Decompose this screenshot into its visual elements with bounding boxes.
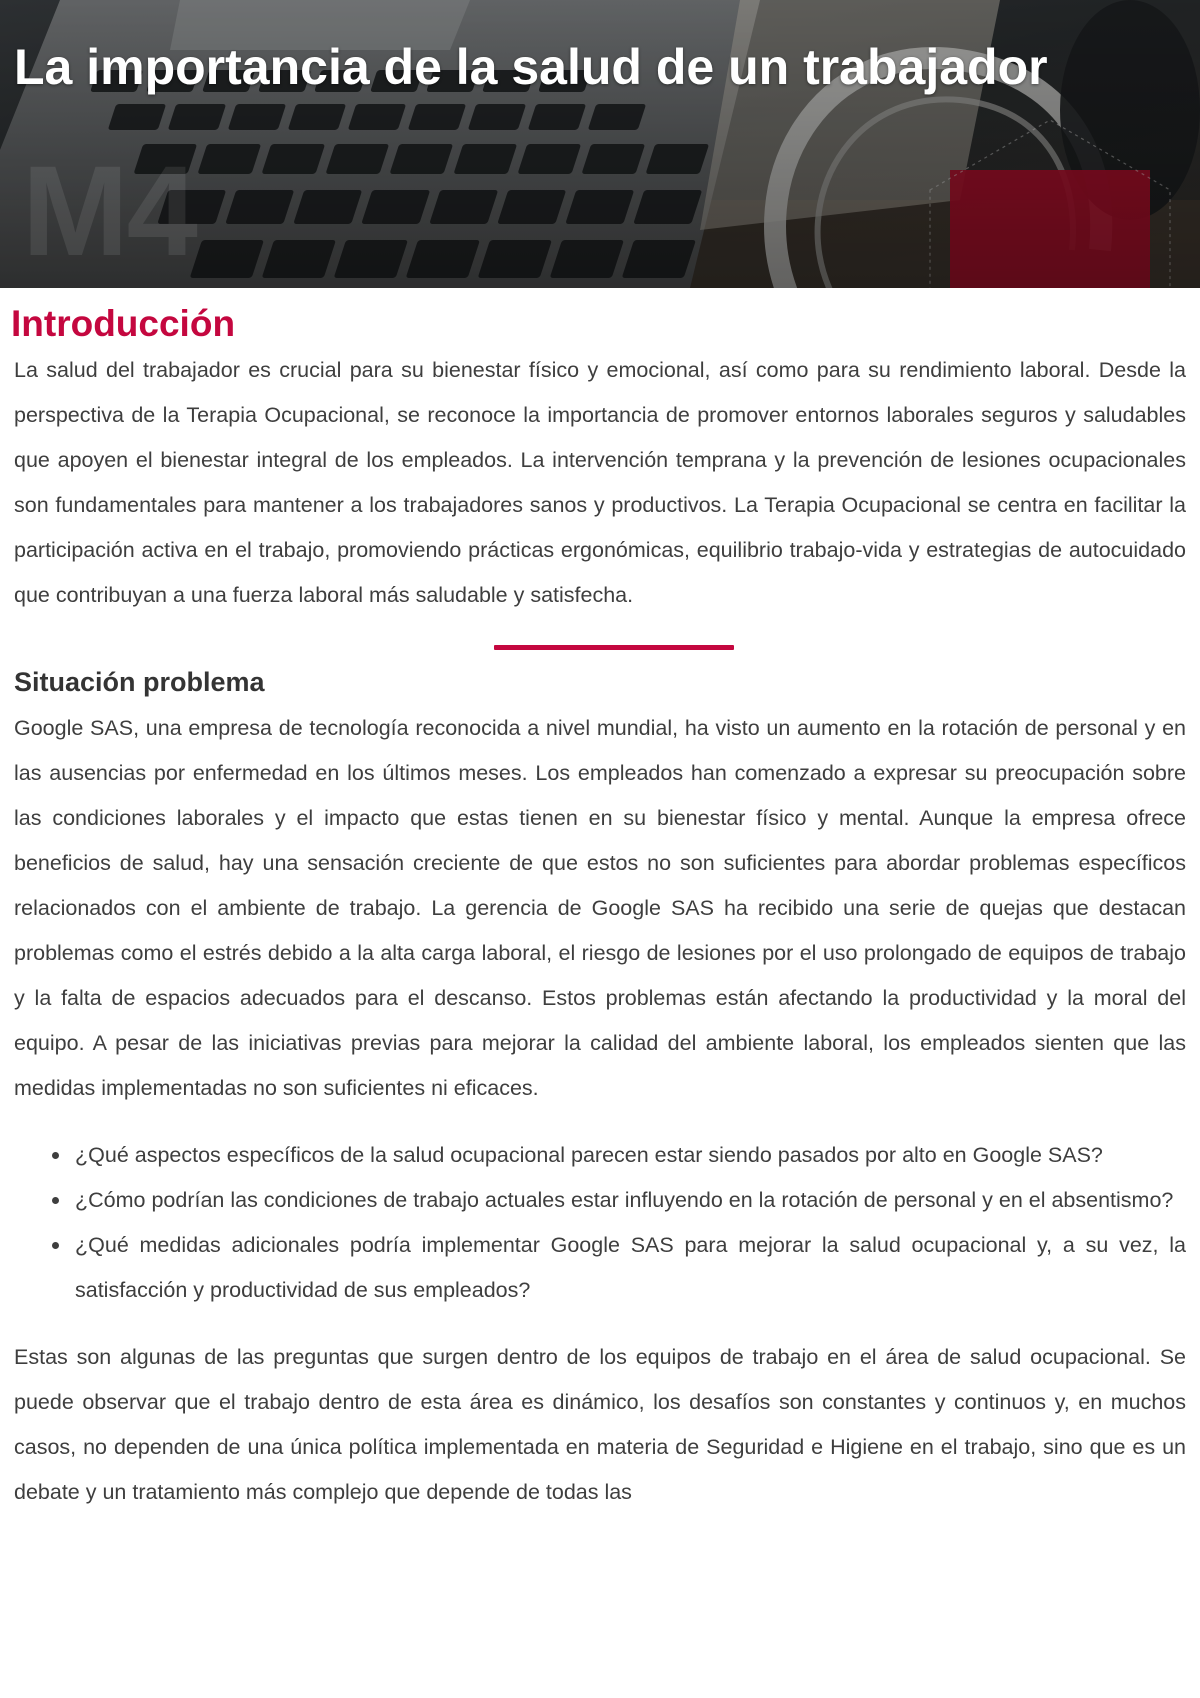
list-item [14,1178,1186,1223]
problem-section [14,662,1186,1515]
problem-heading: Situación problema [14,667,265,697]
introduction-paragraph: La salud del trabajador es crucial para su bienestar físico y emocional, así como para su rendimiento laboral. Desde la perspectiva de la Terapia Ocupacional, se reconoce la importancia de promover entornos laborales seguros y saludables que apoyen el bienestar integral de los empleados. La intervención temprana y la prevención de lesiones ocupacionales son fundamentales para mantener a los trabajadores sanos y productivos. La Terapia Ocupacional se centra en facilitar la participación activa en el trabajo, promoviendo prácticas ergonómicas, equilibrio trabajo-vida y estrategias de autocuidado que contribuyan a una fuerza laboral más saludable y satisfecha. [14,358,1186,607]
list-item [14,1223,1186,1313]
question-list [14,1133,1186,1313]
list-item [14,1133,1186,1178]
closing-paragraph: Estas son algunas de las preguntas que surgen dentro de los equipos de trabajo en el área de salud ocupacional. Se puede observar que el trabajo dentro de esta área es dinámico, los desafíos son constantes y continuos y, en muchos casos, no dependen de una única política implementada en materia de Seguridad e Higiene en el trabajo, sino que es un debate y un tratamiento más complejo que depende de todas las [14,1345,1186,1504]
introduction-section [11,300,1186,618]
hero-banner [0,0,1200,288]
question-text: ¿Qué aspectos específicos de la salud ocupacional parecen estar siendo pasados por alto en Google SAS? [75,1143,1103,1167]
bullet-icon [52,1242,59,1249]
section-divider [494,645,734,650]
main-content [11,300,1186,1515]
bullet-icon [52,1197,59,1204]
page-title: La importancia de la salud de un trabajador [14,39,1048,95]
module-watermark: M4 [22,140,196,283]
bullet-icon [52,1152,59,1159]
introduction-heading: Introducción [11,303,236,344]
problem-paragraph: Google SAS, una empresa de tecnología reconocida a nivel mundial, ha visto un aumento en la rotación de personal y en las ausencias por enfermedad en los últimos meses. Los empleados han comenzado a expresar su preocupación sobre las condiciones laborales y el impacto que estas tienen en su bienestar físico y mental. Aunque la empresa ofrece beneficios de salud, hay una sensación creciente de que estos no son suficientes para abordar problemas específicos relacionados con el ambiente de trabajo. La gerencia de Google SAS ha recibido una serie de quejas que destacan problemas como el estrés debido a la alta carga laboral, el riesgo de lesiones por el uso prolongado de equipos de trabajo y la falta de espacios adecuados para el descanso. Estos problemas están afectando la productividad y la moral del equipo. A pesar de las iniciativas previas para mejorar la calidad del ambiente laboral, los empleados sienten que las medidas implementadas no son suficientes ni eficaces. [14,716,1186,1100]
question-text: ¿Cómo podrían las condiciones de trabajo actuales estar influyendo en la rotación de personal y en el absentismo? [75,1188,1174,1212]
question-text: ¿Qué medidas adicionales podría implementar Google SAS para mejorar la salud ocupacional y, a su vez, la satisfacción y productividad de sus empleados? [75,1233,1186,1302]
